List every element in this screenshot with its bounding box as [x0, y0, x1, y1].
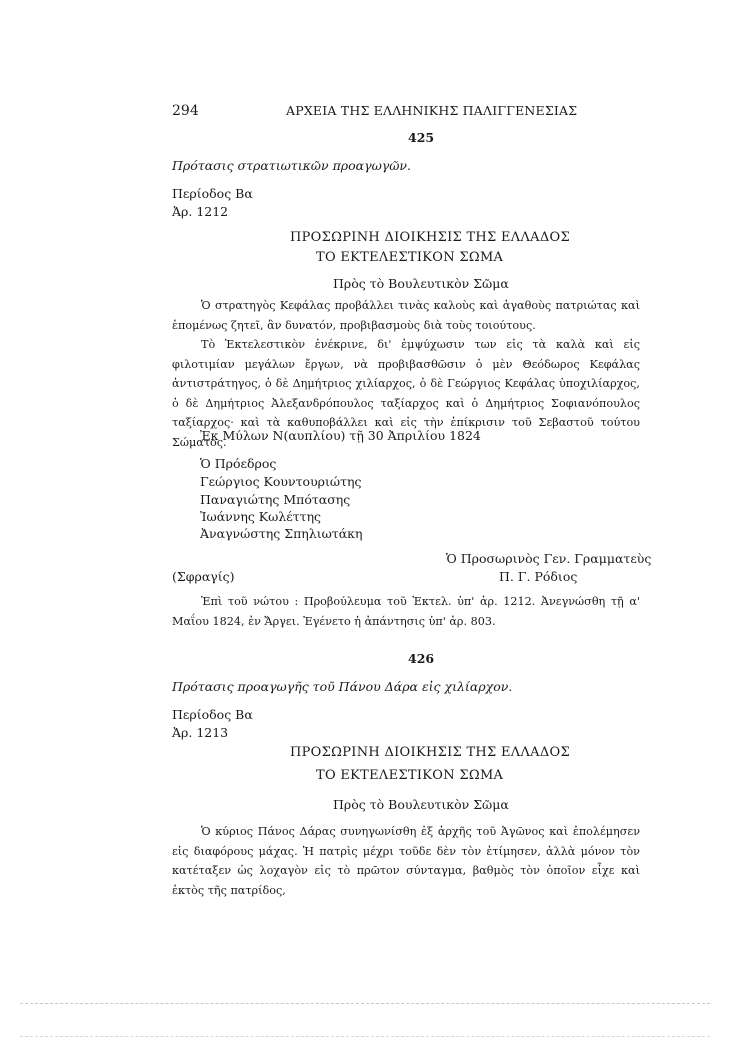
document-number: 426 [408, 651, 435, 666]
paragraph-text: Ὁ στρατηγὸς Κεφάλας προβάλλει τινὰς καλοὺς καὶ ἀγαθοὺς πατριώτας καὶ ἑπομένως ζητεῖ, ἂν δυνατόν, προβιβασμοὺς διὰ τοὺς τοιούτους. [172, 299, 640, 332]
reference-number: Ἀρ. 1213 [172, 725, 229, 740]
scan-artifact-line [20, 1036, 710, 1037]
secretary-title: Ὁ Προσωρινὸς Γεν. Γραμματεὺς [446, 551, 652, 566]
period-label: Περίοδος Βα [172, 707, 253, 722]
page-number: 294 [172, 103, 199, 119]
reference-number: Ἀρ. 1212 [172, 204, 229, 219]
secretary-name: Π. Γ. Ρόδιος [499, 569, 578, 584]
member-signature: Παναγιώτης Μπότασης [200, 492, 351, 507]
authority-subheading: ΤΟ ΕΚΤΕΛΕΣΤΙΚΟΝ ΣΩΜΑ [316, 768, 504, 783]
endorsement-note [172, 592, 640, 631]
running-title: ΑΡΧΕΙΑ ΤΗΣ ΕΛΛΗΝΙΚΗΣ ΠΑΛΙΓΓΕΝΕΣΙΑΣ [286, 103, 578, 118]
place-date: Ἐκ Μύλων Ν(αυπλίου) τῇ 30 Ἀπριλίου 1824 [200, 428, 481, 443]
addressee: Πρὸς τὸ Βουλευτικὸν Σῶμα [333, 797, 509, 812]
member-signature: Ἀναγνώστης Σπηλιωτάκη [200, 526, 363, 541]
paragraph-text: Τὸ Ἐκτελεστικὸν ἐνέκρινε, δι' ἐμψύχωσιν των εἰς τὰ καλὰ καὶ εἰς φιλοτιμίαν μεγάλων ἔργων, νὰ προβιβασθῶσιν ὁ μὲν Θεόδωρος Κεφάλας ἀντιστράτηγος, ὁ δὲ Δημήτριος χιλίαρχος, ὁ δὲ Γεώργιος Κεφάλας ὑποχιλίαρχος, ὁ δὲ Δημήτριος Ἀλεξανδρόπουλος ταξίαρχος καὶ ὁ Δημήτριος Σοφιανόπουλος ταξίαρχος· καὶ τὰ καθυποβάλλει καὶ εἰς τὴν ἐπίκρισιν τοῦ Σεβαστοῦ τούτου Σώματος. [172, 338, 640, 449]
body-paragraph [172, 296, 640, 335]
president-title: Ὁ Πρόεδρος [200, 456, 277, 471]
note-text: Ἐπὶ τοῦ νώτου : Προβούλευμα τοῦ Ἐκτελ. ὑπ' ἀρ. 1212. Ἀνεγνώσθη τῇ α' Μαΐου 1824, ἐν Ἄργει. Ἐγένετο ἡ ἀπάντησις ὑπ' ἀρ. 803. [172, 595, 640, 628]
body-paragraph [172, 822, 640, 900]
document-number: 425 [408, 130, 435, 145]
document-subject: Πρότασις στρατιωτικῶν προαγωγῶν. [172, 158, 411, 173]
paragraph-text: Ὁ κύριος Πάνος Δάρας συνηγωνίσθη ἐξ ἀρχῆς τοῦ Ἀγῶνος καὶ ἐπολέμησεν εἰς διαφόρους μάχας. Ἡ πατρὶς μέχρι τοῦδε δὲν τὸν ἐτίμησεν, ἀλλὰ μόνον τὸν κατέταξεν ὡς λοχαγὸν εἰς τὸ πρῶτον σύνταγμα, βαθμὸς τὸν ὁποῖον εἶχε καὶ ἐκτὸς τῆς πατρίδος, [172, 825, 640, 897]
president-name: Γεώργιος Κουντουριώτης [200, 474, 362, 489]
addressee: Πρὸς τὸ Βουλευτικὸν Σῶμα [333, 276, 509, 291]
member-signature: Ἰωάννης Κωλέττης [200, 509, 322, 524]
period-label: Περίοδος Βα [172, 186, 253, 201]
scan-artifact-line [20, 1003, 710, 1004]
authority-heading: ΠΡΟΣΩΡΙΝΗ ΔΙΟΙΚΗΣΙΣ ΤΗΣ ΕΛΛΑΔΟΣ [290, 745, 570, 760]
authority-heading: ΠΡΟΣΩΡΙΝΗ ΔΙΟΙΚΗΣΙΣ ΤΗΣ ΕΛΛΑΔΟΣ [290, 230, 570, 245]
authority-subheading: ΤΟ ΕΚΤΕΛΕΣΤΙΚΟΝ ΣΩΜΑ [316, 250, 504, 265]
document-subject: Πρότασις προαγωγῆς τοῦ Πάνου Δάρα εἰς χιλίαρχον. [172, 679, 513, 694]
seal-label: (Σφραγίς) [172, 569, 235, 584]
